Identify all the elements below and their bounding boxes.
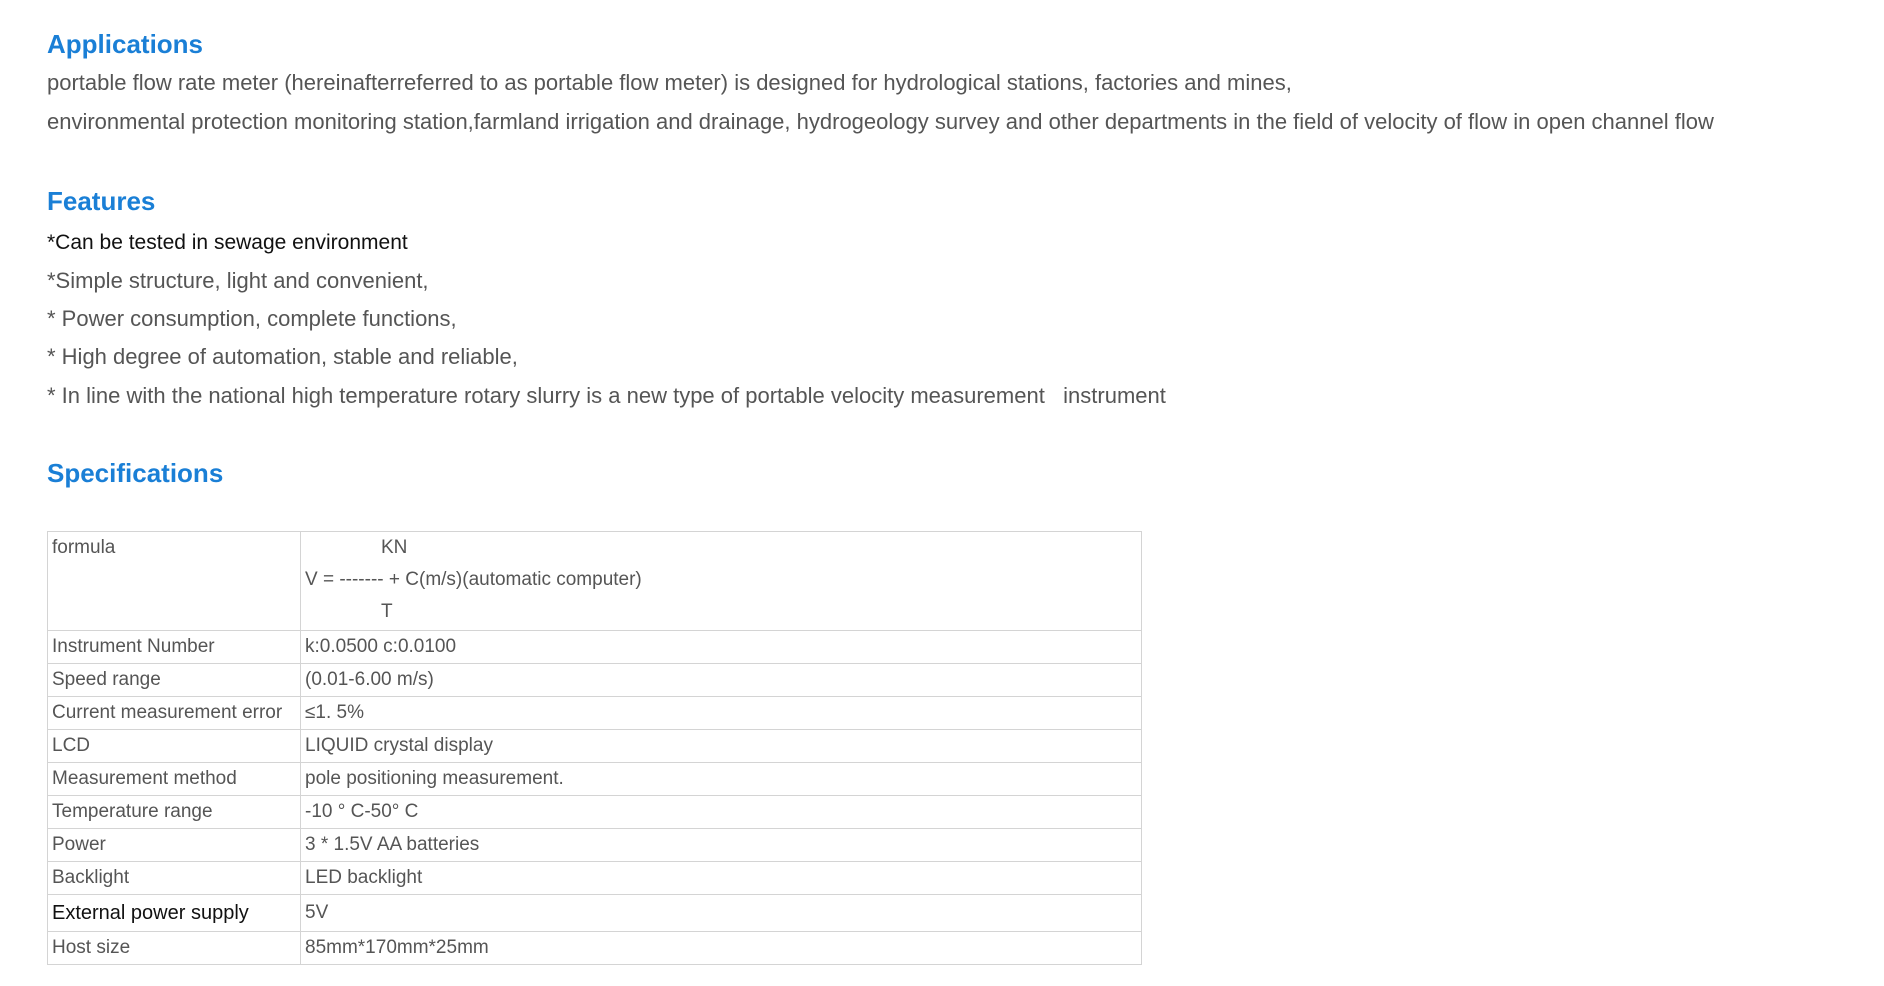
feature-item: * Power consumption, complete functions,	[47, 306, 457, 331]
spec-label: Current measurement error	[48, 697, 301, 730]
formula-numerator: KN	[381, 537, 408, 558]
table-row	[48, 895, 1142, 932]
formula-denominator: T	[381, 601, 393, 622]
applications-heading: Applications	[47, 29, 204, 59]
spec-value: -10 ° C-50° C	[301, 796, 1142, 829]
spec-value: ≤1. 5%	[301, 697, 1142, 730]
features-heading: Features	[47, 186, 156, 216]
feature-item: *Simple structure, light and convenient,	[47, 268, 429, 293]
feature-item: * In line with the national high temperature rotary slurry is a new type of portable velocity measurement instrument	[47, 383, 1166, 408]
spec-label: formula	[48, 532, 301, 631]
table-row	[48, 829, 1142, 862]
specifications-heading: Specifications	[47, 458, 224, 488]
spec-label: Power	[48, 829, 301, 862]
spec-label: Host size	[48, 932, 301, 965]
feature-item: * High degree of automation, stable and reliable,	[47, 344, 518, 369]
applications-line-2: environmental protection monitoring station,farmland irrigation and drainage, hydrogeology survey and other departments in the field of velocity of flow in open channel flow	[47, 109, 1714, 134]
formula-main: V = ------- + C(m/s)(automatic computer)	[305, 569, 642, 590]
table-row	[48, 631, 1142, 664]
table-row	[48, 697, 1142, 730]
table-row	[48, 664, 1142, 697]
spec-label: Temperature range	[48, 796, 301, 829]
table-row	[48, 862, 1142, 895]
spec-value: 3 * 1.5V AA batteries	[301, 829, 1142, 862]
spec-label: Backlight	[48, 862, 301, 895]
spec-label: Measurement method	[48, 763, 301, 796]
table-row	[48, 532, 1142, 631]
table-row	[48, 796, 1142, 829]
table-row	[48, 763, 1142, 796]
formula-cell	[301, 532, 1142, 631]
table-row	[48, 730, 1142, 763]
spec-value: 5V	[301, 895, 1142, 932]
spec-label: External power supply	[48, 895, 301, 932]
spec-value: 85mm*170mm*25mm	[301, 932, 1142, 965]
spec-value: LIQUID crystal display	[301, 730, 1142, 763]
spec-label: Speed range	[48, 664, 301, 697]
table-row	[48, 932, 1142, 965]
spec-value: LED backlight	[301, 862, 1142, 895]
spec-label: Instrument Number	[48, 631, 301, 664]
specifications-table	[47, 531, 1142, 965]
feature-item: *Can be tested in sewage environment	[47, 231, 408, 254]
spec-value: (0.01-6.00 m/s)	[301, 664, 1142, 697]
spec-value: k:0.0500 c:0.0100	[301, 631, 1142, 664]
spec-label: LCD	[48, 730, 301, 763]
spec-value: pole positioning measurement.	[301, 763, 1142, 796]
applications-line-1: portable flow rate meter (hereinafterreferred to as portable flow meter) is designed for hydrological stations, factories and mines,	[47, 70, 1292, 95]
